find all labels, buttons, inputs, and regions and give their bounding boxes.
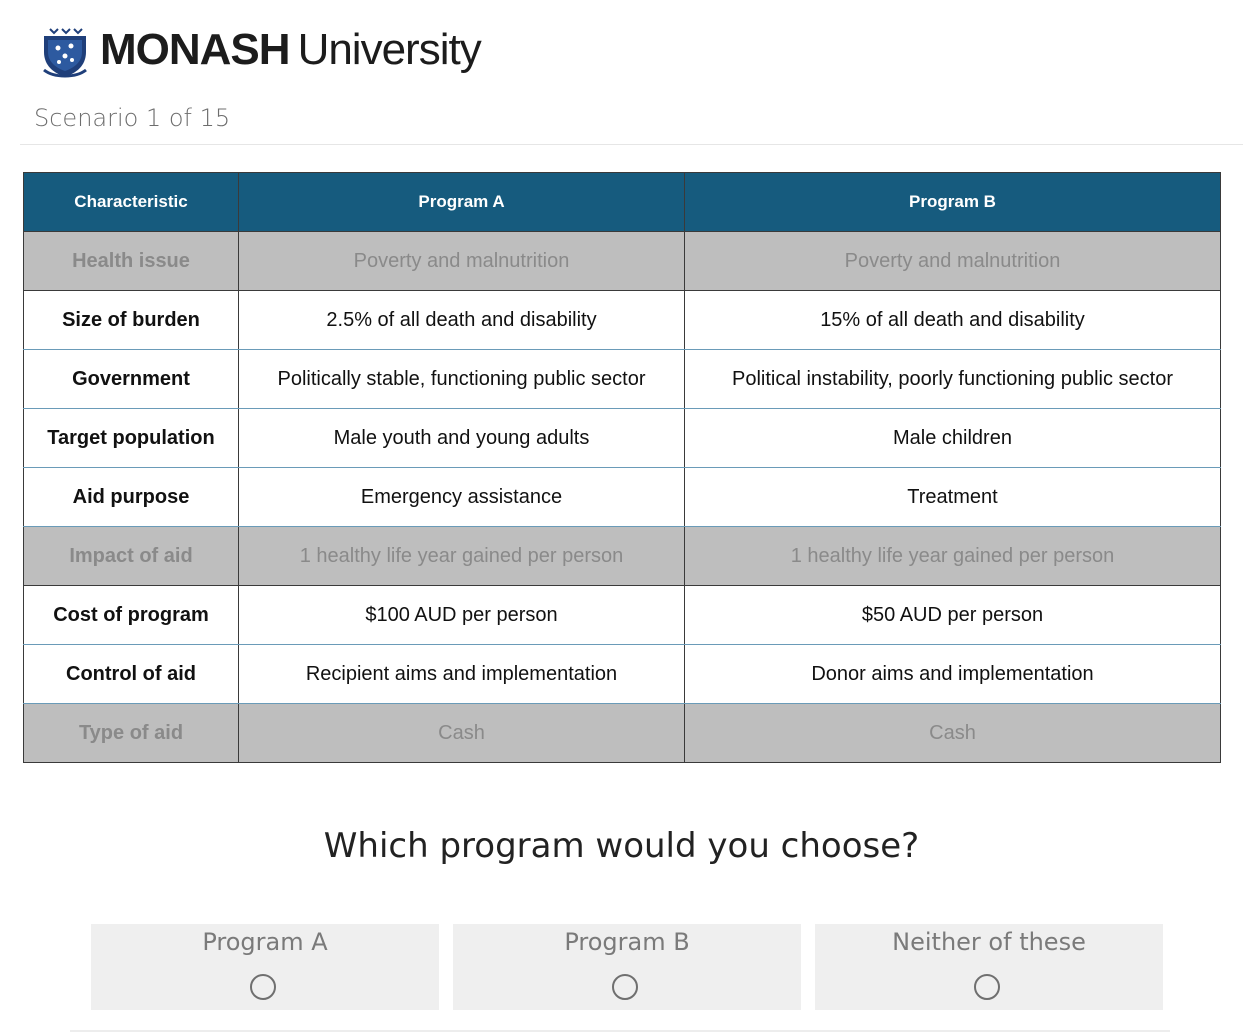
header-divider <box>20 144 1243 145</box>
choice-label: Neither of these <box>892 928 1086 956</box>
footer-divider <box>70 1030 1170 1032</box>
row-program-a-value: 2.5% of all death and disability <box>239 291 685 350</box>
row-program-b-value: 1 healthy life year gained per person <box>685 527 1221 586</box>
row-program-b-value: Cash <box>685 704 1221 763</box>
row-program-b-value: Male children <box>685 409 1221 468</box>
row-characteristic: Aid purpose <box>24 468 239 527</box>
table-row-government <box>24 350 1221 409</box>
row-program-b-value: Poverty and malnutrition <box>685 232 1221 291</box>
table-row-size-of-burden <box>24 291 1221 350</box>
monash-crest-icon <box>40 22 90 78</box>
row-program-a-value: Emergency assistance <box>239 468 685 527</box>
page-header <box>40 20 481 80</box>
table-row-control-of-aid <box>24 645 1221 704</box>
row-characteristic: Size of burden <box>24 291 239 350</box>
brand-bold: MONASH <box>100 25 290 74</box>
row-program-b-value: 15% of all death and disability <box>685 291 1221 350</box>
table-row-health-issue <box>24 232 1221 291</box>
row-program-a-value: Poverty and malnutrition <box>239 232 685 291</box>
choice-label: Program A <box>202 928 328 956</box>
row-program-a-value: Recipient aims and implementation <box>239 645 685 704</box>
column-header-program-a: Program A <box>239 173 685 232</box>
row-program-b-value: $50 AUD per person <box>685 586 1221 645</box>
row-characteristic: Type of aid <box>24 704 239 763</box>
university-wordmark <box>100 25 481 75</box>
row-characteristic: Health issue <box>24 232 239 291</box>
table-row-aid-purpose <box>24 468 1221 527</box>
row-program-a-value: Male youth and young adults <box>239 409 685 468</box>
row-program-b-value: Donor aims and implementation <box>685 645 1221 704</box>
row-characteristic: Cost of program <box>24 586 239 645</box>
row-characteristic: Control of aid <box>24 645 239 704</box>
choice-question: Which program would you choose? <box>323 826 920 866</box>
choice-program-b[interactable] <box>453 924 801 1010</box>
table-row-target-population <box>24 409 1221 468</box>
scenario-counter: Scenario 1 of 15 <box>34 104 231 132</box>
table-row-cost-of-program <box>24 586 1221 645</box>
row-characteristic: Government <box>24 350 239 409</box>
radio-button[interactable] <box>974 974 1000 1000</box>
choice-group <box>91 924 1163 1010</box>
column-header-program-b: Program B <box>685 173 1221 232</box>
row-program-a-value: Politically stable, functioning public sector <box>239 350 685 409</box>
row-program-b-value: Political instability, poorly functioning public sector <box>685 350 1221 409</box>
choice-program-a[interactable] <box>91 924 439 1010</box>
choice-neither[interactable] <box>815 924 1163 1010</box>
choice-label: Program B <box>564 928 690 956</box>
comparison-table <box>23 172 1221 763</box>
row-program-b-value: Treatment <box>685 468 1221 527</box>
row-program-a-value: Cash <box>239 704 685 763</box>
row-program-a-value: 1 healthy life year gained per person <box>239 527 685 586</box>
table-header-row <box>24 173 1221 232</box>
table-row-type-of-aid <box>24 704 1221 763</box>
radio-button[interactable] <box>250 974 276 1000</box>
row-characteristic: Impact of aid <box>24 527 239 586</box>
column-header-characteristic: Characteristic <box>24 173 239 232</box>
row-characteristic: Target population <box>24 409 239 468</box>
brand-light: University <box>297 25 481 74</box>
row-program-a-value: $100 AUD per person <box>239 586 685 645</box>
table-row-impact-of-aid <box>24 527 1221 586</box>
radio-button[interactable] <box>612 974 638 1000</box>
